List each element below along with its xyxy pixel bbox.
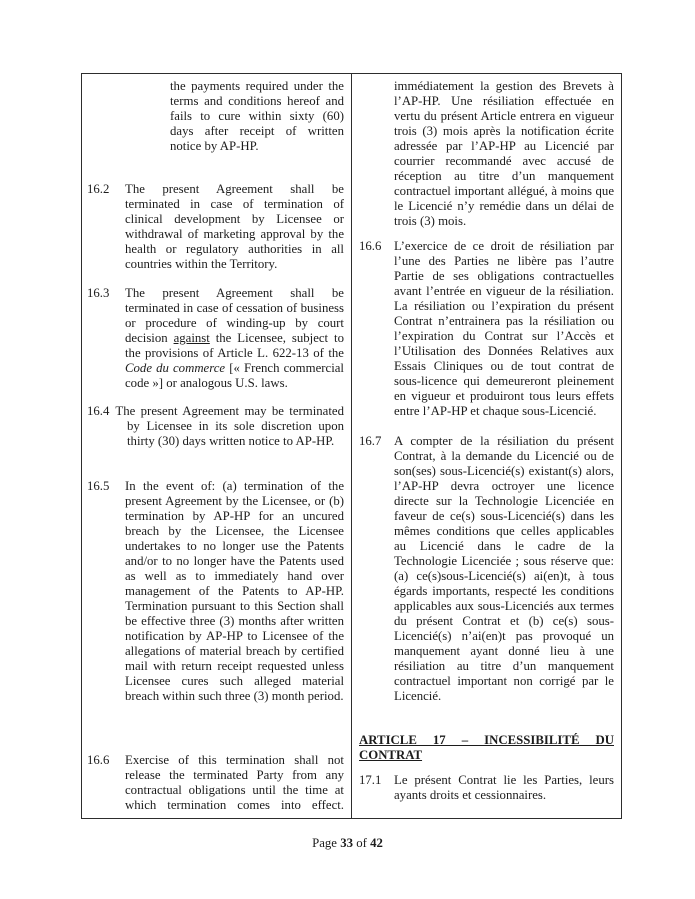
article-17-heading: ARTICLE 17 – INCESSIBILITÉ DU CONTRAT xyxy=(359,733,614,762)
footer-label-of: of xyxy=(356,836,367,850)
clause-number: 17.1 xyxy=(359,773,382,787)
clause-number: 16.5 xyxy=(87,479,110,493)
clause-16-1-continuation: the payments required under the terms and conditions hereof and fails to cure within sixty (60) days after receipt of written notice by AP-HP. xyxy=(170,79,344,153)
clause-16-5 xyxy=(87,479,344,704)
clause-number: 16.6 xyxy=(87,753,110,767)
clause-text: A compter de la résiliation du présent Contrat, à la demande du Licencié ou de son(ses) sous-Licencié(s) existant(s) alors, l’AP-HP devra octroyer une licence directe sur la Technologie Licenciée en faveur de ce(s) sous-Licencié(s) dans les mêmes conditions que celles applicables au Licencié dans le cadre de la Technologie Licenciée ; sous réserve que: (a) ce(s)sous-Licencié(s) ai(en)t, à tous égards importants, respecté les conditions applicables aux sous-Licenciés aux termes du présent Contrat et (b) ce(s) sous-Licencié(s) n’ai(en)t pas provoqué un manquement ayant donné lieu à une résiliation au titre d’un manquement contractuel important non corrigé par le Licencié. xyxy=(394,434,614,703)
clause-16-5-fr-continuation: immédiatement la gestion des Brevets à l’AP-HP. Une résiliation effectuée en vertu du présent Article entrera en vigueur trois (3) mois après la notification écrite adressée par l’AP-HP au Licencié par courrier recommandé avec accusé de réception au titre d’un manquement contractuel important allégué, à moins que le Licencié n’y remédie dans un délai de trois (3) mois. xyxy=(394,79,614,228)
clause-text: The present Agreement may be terminated by Licensee in its sole discretion upon thirty (30) days written notice to AP-HP. xyxy=(115,404,344,448)
clause-16-2 xyxy=(87,182,344,272)
clause-16-6-fr xyxy=(359,239,614,419)
footer-page-number: 33 xyxy=(340,836,353,850)
footer-label-page: Page xyxy=(312,836,337,850)
clause-16-3 xyxy=(87,286,344,391)
clause-number: 16.6 xyxy=(359,239,382,253)
clause-text: Le présent Contrat lie les Parties, leurs ayants droits et cessionnaires. xyxy=(394,773,614,802)
clause-text: Exercise of this termination shall not release the terminated Party from any contractual obligations until the time at which termination comes into effect. xyxy=(125,753,344,812)
page-footer xyxy=(0,836,695,851)
clause-16-7-fr xyxy=(359,434,614,704)
clause-text xyxy=(125,286,344,391)
clause-number: 16.7 xyxy=(359,434,382,448)
clause-number: 16.4 xyxy=(87,404,110,418)
clause-text-segment: the Licensee, subject to the provisions of Article L. 622-13 of the xyxy=(125,331,344,360)
clause-text: L’exercice de ce droit de résiliation par l’une des Parties ne libère pas l’autre Partie de ses obligations contractuelles avant l’entrée en vigueur de la résiliation. La résiliation ou l’expiration du présent Contrat n’entrainera pas la résiliation ou l’expiration du Contrat sur l’Accès et l’Utilisation des Données Relatives aux Essais Cliniques ou de tout contrat de sous-licence qui demeureront pleinement en vigueur et produiront tous leurs effets entre l’AP-HP et chaque sous-Licencié. xyxy=(394,239,614,418)
clause-text: In the event of: (a) termination of the present Agreement by the Licensee, or (b) termination by AP-HP for an uncured breach by the Licensee, the Licensee undertakes to no longer use the Patents and/or to no longer have the Patents used as well as to immediately hand over management of the Patents to AP-HP. Termination pursuant to this Section shall be effective three (3) months after written notification by AP-HP to Licensee of the allegations of material breach by certified mail with return receipt requested unless Licensee cures such alleged material breach within such three (3) month period. xyxy=(125,479,344,703)
english-column xyxy=(82,74,352,818)
clause-text: The present Agreement shall be terminated in case of termination of clinical development by Licensee or withdrawal of marketing approval by the health or regulatory authorities in all countries within the Territory. xyxy=(125,182,344,271)
clause-17-1-fr xyxy=(359,773,614,803)
clause-number: 16.2 xyxy=(87,182,110,196)
clause-16-6-en xyxy=(87,753,344,813)
italic-phrase: Code du commerce xyxy=(125,361,226,375)
footer-total-pages: 42 xyxy=(370,836,383,850)
french-column xyxy=(352,74,621,818)
underlined-word: against xyxy=(173,331,210,345)
clause-16-4 xyxy=(87,404,344,449)
contract-table xyxy=(81,73,622,819)
clause-number: 16.3 xyxy=(87,286,110,300)
clause-text-segment: [« French commercial code »] or analogous U.S. laws. xyxy=(125,361,344,390)
document-page xyxy=(0,73,695,899)
clause-text-segment: The present Agreement shall be terminated in case of cessation of business or procedure of winding-up by court decision xyxy=(125,286,344,345)
